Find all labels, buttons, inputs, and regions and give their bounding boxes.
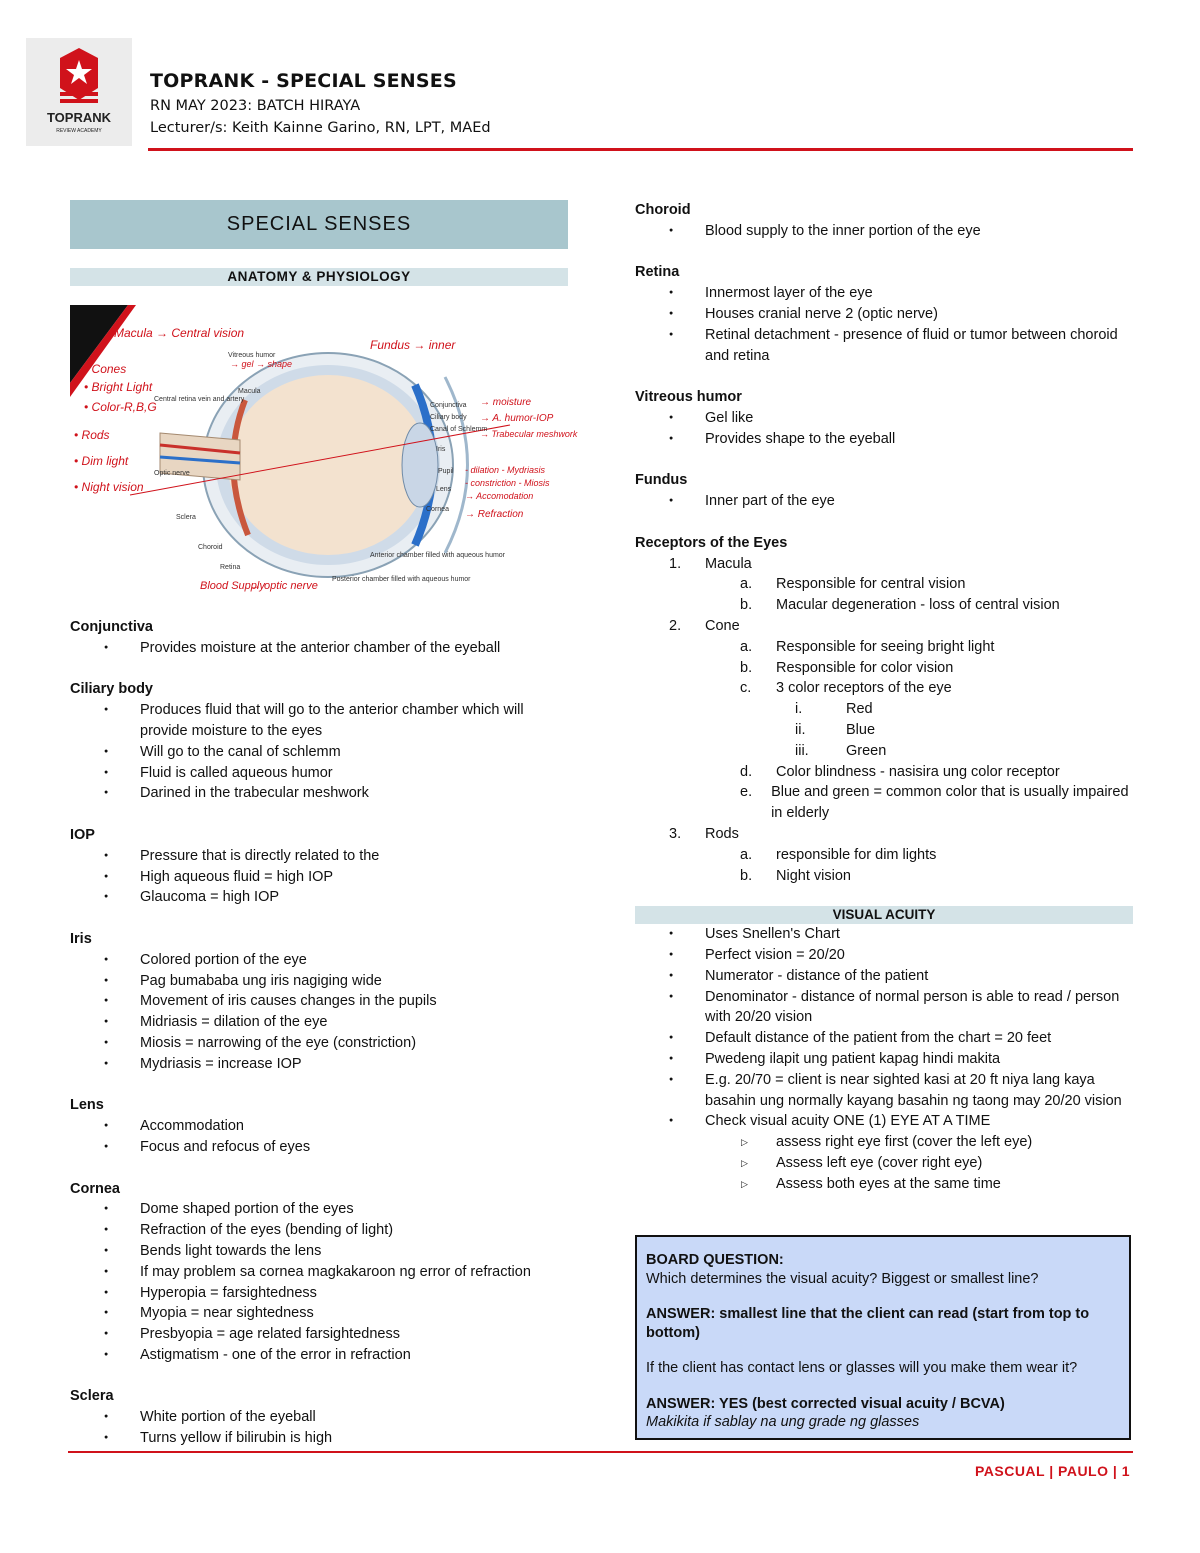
- receptor-rods: 3. Rods: [669, 825, 739, 842]
- list-item: ● Gel like: [635, 408, 1133, 429]
- list-item: ▷ Assess both eyes at the same time: [635, 1174, 1133, 1195]
- list-item: ● Midriasis = dilation of the eye: [70, 1012, 568, 1033]
- receptor-macula: 1. Macula: [669, 555, 752, 572]
- list-item: ● Colored portion of the eye: [70, 950, 568, 971]
- toprank-logo: [26, 38, 132, 146]
- lbl-pupil: Pupil: [438, 468, 454, 475]
- lbl-anterior: Anterior chamber filled with aqueous humor: [370, 552, 506, 559]
- list-item: ● High aqueous fluid = high IOP: [70, 867, 568, 888]
- board-note: Makikita if sablay na ung grade ng glasses: [646, 1414, 920, 1430]
- list-item: ● Astigmatism - one of the error in refraction: [70, 1345, 568, 1366]
- lbl-optic-nerve: Optic nerve: [154, 470, 190, 477]
- list-item: ● Turns yellow if bilirubin is high: [70, 1428, 568, 1449]
- list-item: ● Accommodation: [70, 1116, 568, 1137]
- lbl-macula: Macula: [238, 388, 261, 395]
- bullet-list: [635, 221, 1133, 242]
- hw-trabecular: → Trabecular meshwork: [480, 429, 578, 439]
- visual-acuity-bar: VISUAL ACUITY: [635, 906, 1133, 924]
- page-footer: PASCUAL | PAULO | 1: [974, 1463, 1130, 1479]
- hw-ahumor: → A. humor-IOP: [480, 413, 554, 424]
- lbl-posterior: Posterior chamber filled with aqueous humor: [332, 576, 471, 583]
- logo-subtext: REVIEW ACADEMY: [56, 128, 102, 134]
- list-item: ● Focus and refocus of eyes: [70, 1137, 568, 1158]
- section-anatomy-bar: ANATOMY & PHYSIOLOGY: [70, 268, 568, 286]
- main-title: SPECIAL SENSES: [70, 200, 568, 249]
- list-item: ● Dome shaped portion of the eyes: [70, 1199, 568, 1220]
- hw-color: • Color-R,B,G: [84, 400, 157, 414]
- list-item: ● Presbyopia = age related farsightedness: [70, 1324, 568, 1345]
- hw-cones: • Cones: [84, 362, 127, 376]
- left-sections: [70, 617, 568, 1449]
- section-title: Choroid: [635, 202, 691, 218]
- list-item: ● Provides moisture at the anterior chamber of the eyeball: [70, 638, 568, 659]
- receptor-cone: 2. Cone: [669, 617, 740, 634]
- list-item: ● Mydriasis = increase IOP: [70, 1054, 568, 1075]
- list-item: ● If may problem sa cornea magkakaroon ng error of refraction: [70, 1262, 568, 1283]
- visual-acuity-sublist: [635, 1132, 1133, 1194]
- hw-rods: • Rods: [74, 428, 110, 442]
- right-sections: [635, 200, 1133, 512]
- header-divider: [148, 148, 1133, 151]
- list-item: ● Pressure that is directly related to the: [70, 846, 568, 867]
- bullet-list: [70, 1199, 568, 1365]
- hw-bright: • Bright Light: [84, 380, 153, 394]
- logo-text: TOPRANK: [46, 110, 112, 125]
- bullet-list: [635, 283, 1133, 366]
- list-item: ● White portion of the eyeball: [70, 1407, 568, 1428]
- hw-macula: Macula → Central vision: [114, 326, 245, 340]
- list-item: ● Houses cranial nerve 2 (optic nerve): [635, 304, 1133, 325]
- footer-divider: [68, 1451, 1133, 1453]
- list-item: ● Miosis = narrowing of the eye (constriction): [70, 1033, 568, 1054]
- list-item: ● Movement of iris causes changes in the pupils: [70, 991, 568, 1012]
- list-item: ● Bends light towards the lens: [70, 1241, 568, 1262]
- hw-accomodation: → Accomodation: [465, 491, 534, 501]
- header-batch: RN MAY 2023: BATCH HIRAYA: [150, 98, 361, 114]
- list-item: ● Check visual acuity ONE (1) EYE AT A TIME: [635, 1111, 1133, 1132]
- board-label: BOARD QUESTION:: [646, 1252, 784, 1268]
- header-lecturer: Lecturer/s: Keith Kainne Garino, RN, LPT, MAEd: [150, 120, 491, 136]
- page-header: [150, 70, 491, 136]
- list-item: ● E.g. 20/70 = client is near sighted kasi at 20 ft niya lang kaya basahin ung normally kayang basahin ng taong may 20/20 vision: [635, 1070, 1133, 1112]
- list-item: ● Myopia = near sightedness: [70, 1303, 568, 1324]
- bullet-list: [70, 1407, 568, 1449]
- list-item: ● Fluid is called aqueous humor: [70, 763, 568, 784]
- hw-constriction: - constriction - Miosis: [465, 478, 550, 488]
- hw-blood: Blood Supply: [200, 580, 265, 592]
- list-item: ● Denominator - distance of normal person is able to read / person with 20/20 vision: [635, 987, 1133, 1029]
- list-item: ● Uses Snellen's Chart: [635, 924, 1133, 945]
- lbl-ciliary: Ciliary body: [430, 414, 467, 421]
- bullet-list: [635, 408, 1133, 450]
- list-item: ● Will go to the canal of schlemm: [70, 742, 568, 763]
- section-title: Ciliary body: [70, 681, 153, 698]
- hw-optic: → optic nerve: [250, 580, 318, 592]
- eye-anatomy-diagram: [70, 305, 578, 617]
- board-a1: ANSWER: smallest line that the client can read (start from top to bottom): [646, 1306, 1090, 1341]
- list-item: ● Produces fluid that will go to the anterior chamber which will provide moisture to the eyes: [70, 700, 568, 742]
- lbl-conjunctiva: Conjunctiva: [430, 402, 467, 409]
- list-item: ● Perfect vision = 20/20: [635, 945, 1133, 966]
- hw-dim: • Dim light: [74, 454, 129, 468]
- lbl-cornea: Cornea: [426, 506, 449, 513]
- bullet-list: [70, 950, 568, 1075]
- list-item: ▷ assess right eye first (cover the left eye): [635, 1132, 1133, 1153]
- list-item: ● Retinal detachment - presence of fluid or tumor between choroid and retina: [635, 325, 1133, 367]
- section-title: Lens: [70, 1097, 104, 1114]
- lbl-lens: Lens: [436, 486, 452, 493]
- board-q1: Which determines the visual acuity? Biggest or smallest line?: [646, 1270, 1039, 1287]
- section-title: Retina: [635, 264, 680, 281]
- list-item: ● Provides shape to the eyeball: [635, 429, 1133, 450]
- list-item: ● Innermost layer of the eye: [635, 283, 1133, 304]
- section-title: Vitreous humor: [635, 389, 742, 406]
- list-item: ● Refraction of the eyes (bending of light): [70, 1220, 568, 1241]
- list-item: ● Pag bumababa ung iris nagiging wide: [70, 971, 568, 992]
- bullet-list: [70, 700, 568, 804]
- section-title: Sclera: [70, 1388, 114, 1405]
- bullet-list: [70, 638, 568, 659]
- lbl-retina: Retina: [220, 564, 241, 571]
- hw-night: • Night vision: [74, 480, 144, 494]
- lbl-choroid: Choroid: [198, 544, 223, 551]
- board-a2: ANSWER: YES (best corrected visual acuity / BCVA): [646, 1395, 1005, 1412]
- lbl-schlemm: Canal of Schlemm: [430, 426, 488, 433]
- receptors-title: Receptors of the Eyes: [635, 534, 788, 551]
- list-item: ● Pwedeng ilapit ung patient kapag hindi makita: [635, 1049, 1133, 1070]
- hw-moisture: → moisture: [480, 397, 532, 408]
- list-item: ● Darined in the trabecular meshwork: [70, 783, 568, 804]
- lbl-vitreous: Vitreous humor: [228, 352, 276, 359]
- hw-refraction: → Refraction: [465, 509, 524, 520]
- lbl-sclera: Sclera: [176, 514, 196, 521]
- visual-acuity-list: [635, 924, 1133, 1132]
- section-title: Conjunctiva: [70, 619, 153, 635]
- board-question-box: [635, 1235, 1131, 1440]
- section-title: Fundus: [635, 472, 688, 489]
- bullet-list: [70, 1116, 568, 1158]
- list-item: ▷ Assess left eye (cover right eye): [635, 1153, 1133, 1174]
- section-title: Cornea: [70, 1180, 120, 1197]
- header-title: TOPRANK - SPECIAL SENSES: [150, 70, 457, 92]
- list-item: ● Blood supply to the inner portion of the eye: [635, 221, 1133, 242]
- lbl-central-retina: Central retina vein and artery: [154, 396, 245, 403]
- left-column: [70, 200, 578, 1449]
- right-column: Choroid ● Blood supply to the inner portion of the eye Retina ● Innermost layer of the eye ● Houses cranial nerve 2 (optic nerve) ● Retinal detachment - presence of fluid or tumor between choroid and retina Vitreous humor ● Gel like ● Provides shape to the eyeball Fundus ● Inner part of the eye Receptors of the Eyes 1. Macula a. Responsible for central vision b. Macular degeneration - loss of central vision 2. Cone a. Responsible for seeing bright light b. Responsible for color vision c. 3 color receptors of the eye i. Red ii. Blue iii. Green d. Color blindness - nasisira ung color receptor e. Blue and green = common color that is usually impaired in elderly 3. Rods a. responsible for dim lights b. Night vision VISUAL ACUITY ● Uses Snellen's Chart ● Perfect vision = 20/20 ● Numerator - distance of the patient ● Denominator - distance of normal person is able to read / person with 20/20 vision ● Default distance of the patient from the chart = 20 feet ● Pwedeng ilapit ung patient kapag hindi makita ● E.g. 20/70 = client is near sighted kasi at 20 ft niya lang kaya basahin ung normally kayang basahin ng taong may 20/20 vision ● Check visual acuity ONE (1) EYE AT A TIME ▷ assess right eye first (cover the left eye) ▷ Assess left eye (cover right eye) ▷ Assess both eyes at the same time: [635, 200, 1133, 1195]
- bullet-list: [70, 846, 568, 908]
- bullet-list: [635, 491, 1133, 512]
- lbl-iris: Iris: [436, 446, 446, 453]
- list-item: ● Hyperopia = farsightedness: [70, 1283, 568, 1304]
- section-title: Iris: [70, 930, 92, 947]
- list-item: ● Numerator - distance of the patient: [635, 966, 1133, 987]
- list-item: ● Inner part of the eye: [635, 491, 1133, 512]
- section-title: IOP: [70, 826, 95, 843]
- list-item: ● Default distance of the patient from the chart = 20 feet: [635, 1028, 1133, 1049]
- list-item: ● Glaucoma = high IOP: [70, 887, 568, 908]
- board-q2: If the client has contact lens or glasses will you make them wear it?: [646, 1360, 1078, 1376]
- hw-fundus: Fundus → inner: [370, 338, 456, 352]
- hw-dilation: - dilation - Mydriasis: [465, 465, 546, 475]
- lbl-gel: → gel → shape: [230, 359, 293, 369]
